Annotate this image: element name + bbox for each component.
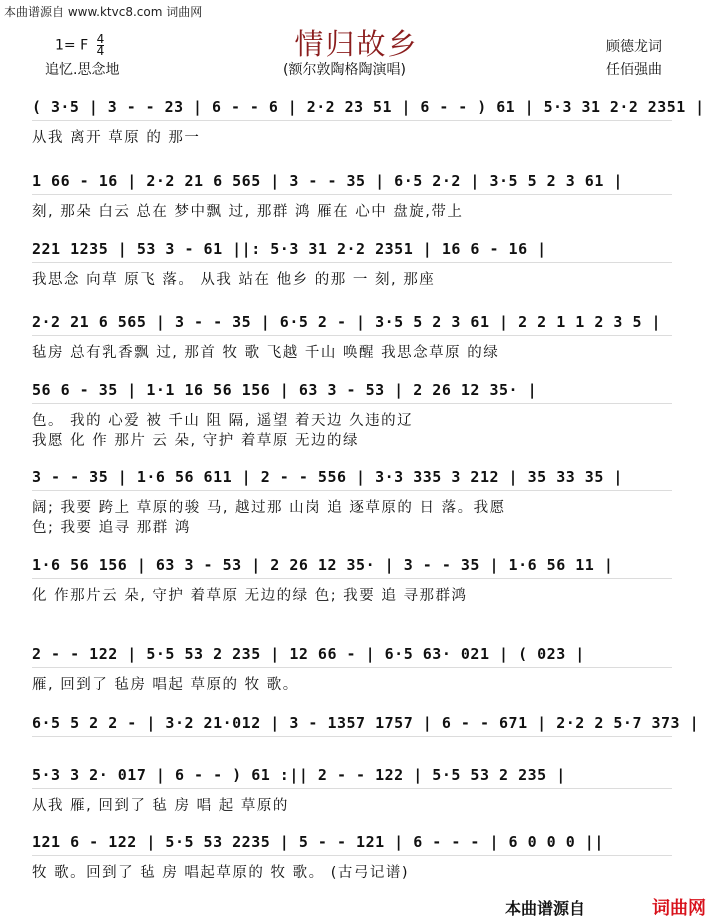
notation-row: ( 3·5 | 3 - - 23 | 6 - - 6 | 2·2 23 51 | 6 - - ) 61 | 5·3 31 2·2 2351 | <box>32 98 705 116</box>
lyric-line: 从我 雁, 回到了 毡 房 唱 起 草原的 <box>32 798 289 814</box>
performance-mood: 追忆.思念地 <box>45 62 120 78</box>
notation-row: 5·3 3 2· 017 | 6 - - ) 61 :|| 2 - - 122 | 5·5 53 2 235 | <box>32 766 566 784</box>
beam-line <box>32 490 672 491</box>
notation-row: 121 6 - 122 | 5·5 53 2235 | 5 - - 121 | 6 - - - | 6 0 0 0 || <box>32 833 604 851</box>
key-label: 1= F <box>55 37 89 54</box>
notation-row: 221 1235 | 53 3 - 61 ||: 5·3 31 2·2 2351 | 16 6 - 16 | <box>32 240 547 258</box>
lyric-line: 牧 歌。回到了 毡 房 唱起草原的 牧 歌。 (古弓记谱) <box>32 865 410 881</box>
beam-line <box>32 578 672 579</box>
lyric-line: 色; 我要 追寻 那群 鸿 <box>32 520 191 536</box>
lyric-line: 色。 我的 心爱 被 千山 阻 隔, 遥望 着天边 久违的辽 <box>32 413 414 429</box>
lyric-line: 我思念 向草 原飞 落。 从我 站在 他乡 的那 一 刻, 那座 <box>32 272 436 288</box>
beam-line <box>32 335 672 336</box>
lyricist: 顾德龙词 <box>606 39 662 55</box>
footer-site-logo: 词曲网 <box>652 898 706 919</box>
composer: 任佰强曲 <box>606 62 662 78</box>
notation-row: 1 66 - 16 | 2·2 21 6 565 | 3 - - 35 | 6·5 2·2 | 3·5 5 2 3 61 | <box>32 172 623 190</box>
notation-row: 1·6 56 156 | 63 3 - 53 | 2 26 12 35· | 3 - - 35 | 1·6 56 11 | <box>32 556 614 574</box>
lyric-line: 毡房 总有乳香飘 过, 那首 牧 歌 飞越 千山 唤醒 我思念草原 的绿 <box>32 345 500 361</box>
song-title: 情归故乡 <box>294 27 419 61</box>
singer: (额尔敦陶格陶演唱) <box>283 62 406 78</box>
lyric-line: 阔; 我要 跨上 草原的骏 马, 越过那 山岗 追 逐草原的 日 落。我愿 <box>32 500 506 516</box>
time-signature <box>97 34 105 57</box>
time-sig-bottom: 4 <box>96 44 105 58</box>
notation-row: 56 6 - 35 | 1·1 16 56 156 | 63 3 - 53 | 2 26 12 35· | <box>32 381 538 399</box>
beam-line <box>32 262 672 263</box>
beam-line <box>32 120 672 121</box>
notation-row: 2·2 21 6 565 | 3 - - 35 | 6·5 2 - | 3·5 5 2 3 61 | 2 2 1 1 2 3 5 | <box>32 313 662 331</box>
beam-line <box>32 855 672 856</box>
beam-line <box>32 788 672 789</box>
notation-row: 6·5 5 2 2 - | 3·2 21·012 | 3 - 1357 1757 | 6 - - 671 | 2·2 2 5·7 373 | <box>32 714 700 732</box>
lyric-line: 我愿 化 作 那片 云 朵, 守护 着草原 无边的绿 <box>32 433 359 449</box>
lyric-line: 雁, 回到了 毡房 唱起 草原的 牧 歌。 <box>32 677 299 693</box>
footer-source: 本曲谱源自 <box>505 899 586 918</box>
notation-row: 3 - - 35 | 1·6 56 611 | 2 - - 556 | 3·3 335 3 212 | 35 33 35 | <box>32 468 623 486</box>
lyric-line: 刻, 那朵 白云 总在 梦中飘 过, 那群 鸿 雁在 心中 盘旋,带上 <box>32 204 464 220</box>
beam-line <box>32 194 672 195</box>
notation-row: 2 - - 122 | 5·5 53 2 235 | 12 66 - | 6·5 63· 021 | ( 023 | <box>32 645 585 663</box>
beam-line <box>32 667 672 668</box>
lyric-line: 从我 离开 草原 的 那一 <box>32 130 201 146</box>
beam-line <box>32 403 672 404</box>
time-sig-top: 4 <box>96 32 105 46</box>
watermark: 本曲谱源自 www.ktvc8.com 词曲网 <box>4 5 203 19</box>
key-signature <box>55 34 104 57</box>
beam-line <box>32 736 672 737</box>
lyric-line: 化 作那片云 朵, 守护 着草原 无边的绿 色; 我要 追 寻那群鸿 <box>32 588 468 604</box>
